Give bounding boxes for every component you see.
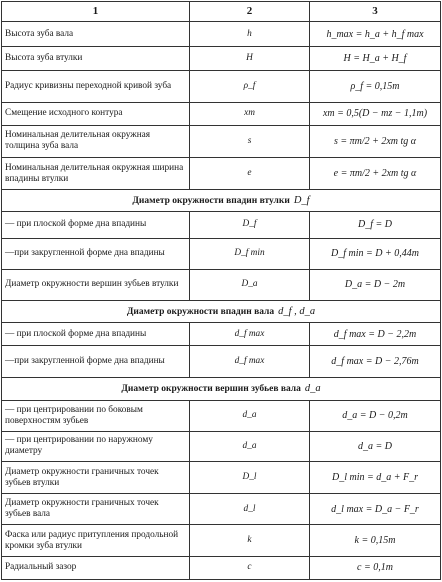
row-symbol: d_a: [190, 431, 310, 461]
row-label: — при центрировании по боковым поверхностям зубьев: [2, 400, 190, 431]
table-row: [2, 323, 441, 346]
table-row: [2, 125, 441, 157]
row-symbol: D_f: [190, 212, 310, 238]
row-label: — при центрировании по наружному диаметру: [2, 431, 190, 461]
header-row: [2, 2, 441, 22]
parameters-table: [1, 1, 441, 580]
row-symbol: d_f max: [190, 323, 310, 346]
row-symbol: d_l: [190, 494, 310, 525]
row-symbol: ρ_f: [190, 71, 310, 102]
row-formula: s = πm/2 + 2xm tg α: [310, 125, 441, 157]
row-formula: D_f = D: [310, 212, 441, 238]
row-formula: d_a = D: [310, 431, 441, 461]
table-row: [2, 494, 441, 525]
row-formula: k = 0,15m: [310, 525, 441, 556]
row-formula: D_l min = d_a + F_r: [310, 462, 441, 494]
row-symbol: H: [190, 47, 310, 71]
section-title: Диаметр окружности впадин вала: [126, 306, 275, 317]
row-symbol: h: [190, 22, 310, 47]
section-heading: [2, 378, 441, 400]
row-symbol: D_f min: [190, 238, 310, 269]
row-formula: ρ_f = 0,15m: [310, 71, 441, 102]
row-formula: H = H_a + H_f: [310, 47, 441, 71]
row-symbol: D_a: [190, 269, 310, 300]
table-row: [2, 556, 441, 579]
row-label: Радиус кривизны переходной кривой зуба: [2, 71, 190, 102]
table-row: [2, 238, 441, 269]
header-col-3: 3: [310, 2, 441, 22]
row-label: Номинальная делительная окружная толщина зуба вала: [2, 125, 190, 157]
row-label: —при закругленной форме дна впадины: [2, 238, 190, 269]
row-label: — при плоской форме дна впадины: [2, 212, 190, 238]
section-title: Диаметр окружности впадин втулки: [132, 195, 290, 206]
row-label: —при закругленной форме дна впадины: [2, 346, 190, 378]
row-formula: D_a = D − 2m: [310, 269, 441, 300]
section-symbol: D_f: [293, 194, 310, 206]
section-symbol: d_f , d_a: [278, 305, 316, 317]
section-row: [2, 378, 441, 400]
table-row: [2, 400, 441, 431]
section-title: Диаметр окружности вершин зубьев вала: [121, 384, 301, 395]
row-formula: c = 0,1m: [310, 556, 441, 579]
row-symbol: D_l: [190, 462, 310, 494]
table-row: [2, 212, 441, 238]
table-row: [2, 525, 441, 556]
table-row: [2, 269, 441, 300]
row-formula: d_f max = D − 2,76m: [310, 346, 441, 378]
row-label: Высота зуба вала: [2, 22, 190, 47]
table-row: [2, 158, 441, 190]
row-symbol: s: [190, 125, 310, 157]
row-symbol: xm: [190, 102, 310, 125]
row-formula: h_max = h_a + h_f max: [310, 22, 441, 47]
row-formula: e = πm/2 + 2xm tg α: [310, 158, 441, 190]
header-col-2: 2: [190, 2, 310, 22]
row-symbol: c: [190, 556, 310, 579]
section-heading: [2, 300, 441, 322]
row-label: Диаметр окружности граничных точек зубьев вала: [2, 494, 190, 525]
table-row: [2, 102, 441, 125]
row-label: Фаска или радиус притупления продольной кромки зуба втулки: [2, 525, 190, 556]
row-label: Радиальный зазор: [2, 556, 190, 579]
row-label: Диаметр окружности вершин зубьев втулки: [2, 269, 190, 300]
row-formula: D_f min = D + 0,44m: [310, 238, 441, 269]
row-formula: d_l max = D_a − F_r: [310, 494, 441, 525]
row-label: Номинальная делительная окружная ширина впадины втулки: [2, 158, 190, 190]
row-symbol: e: [190, 158, 310, 190]
row-formula: xm = 0,5(D − mz − 1,1m): [310, 102, 441, 125]
table-row: [2, 462, 441, 494]
row-formula: d_a = D − 0,2m: [310, 400, 441, 431]
row-label: Диаметр окружности граничных точек зубьев втулки: [2, 462, 190, 494]
row-symbol: k: [190, 525, 310, 556]
header-col-1: 1: [2, 2, 190, 22]
table-row: [2, 346, 441, 378]
row-label: Высота зуба втулки: [2, 47, 190, 71]
row-symbol: d_a: [190, 400, 310, 431]
section-heading: [2, 190, 441, 212]
section-row: [2, 300, 441, 322]
section-symbol: d_a: [304, 383, 321, 395]
table-row: [2, 47, 441, 71]
row-formula: d_f max = D − 2,2m: [310, 323, 441, 346]
row-label: — при плоской форме дна впадины: [2, 323, 190, 346]
table-row: [2, 431, 441, 461]
table-row: [2, 22, 441, 47]
row-label: Смещение исходного контура: [2, 102, 190, 125]
table-row: [2, 71, 441, 102]
section-row: [2, 190, 441, 212]
row-symbol: d_f max: [190, 346, 310, 378]
